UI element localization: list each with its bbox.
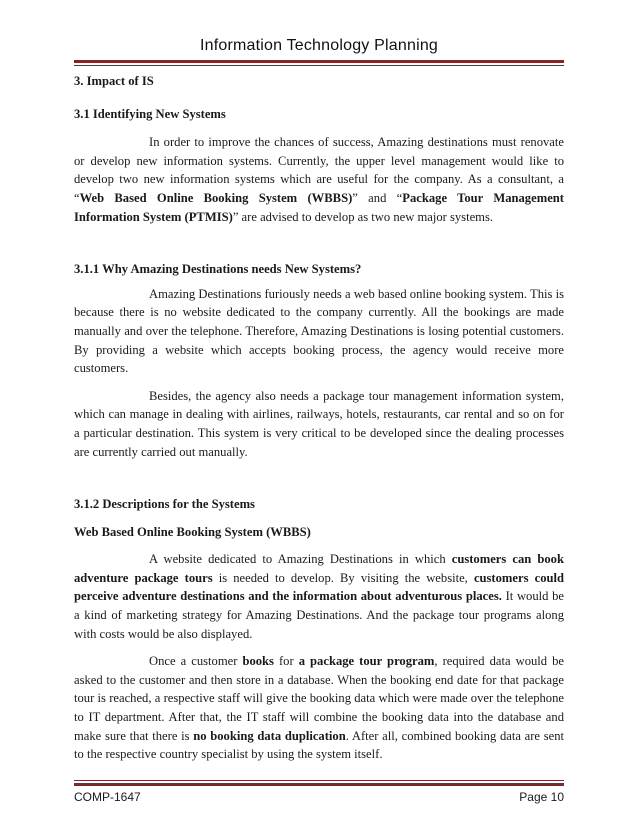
text-run: , required data would be asked to the customer and then store in a database. When the booking end date for that package tour is reached, a respective staff will give the booking data which were made over the telephone to IT department. After that, the IT staff will combine the booking data into the database and make sure that there is: [74, 654, 565, 743]
text-run: Once a customer: [149, 654, 243, 669]
bold-run: customers can book adventure package tours: [74, 552, 564, 585]
footer-rule: [74, 780, 564, 786]
text-run: ” and “: [352, 190, 403, 205]
bold-run: Web Based Online Booking System (WBBS): [79, 190, 353, 205]
section-3-1-2-heading: 3.1.2 Descriptions for the Systems: [74, 497, 255, 512]
section-3-1-1-paragraph-2: Besides, the agency also needs a package tour management information system, which can manage in dealing with airlines, railways, hotels, restaurants, car rental and so on for a particular destination. This system is very critical to be developed since the dealing processes are currently carried out manually.: [74, 388, 564, 459]
bold-run: no booking data duplication: [193, 728, 346, 743]
section-3-1-paragraph: [74, 133, 564, 226]
bold-run: Package Tour Management Information System (PTMIS): [74, 190, 564, 224]
bold-run: a package tour program: [298, 654, 435, 669]
bold-run: customers could perceive adventure destinations and the information about adventurous places.: [74, 570, 564, 604]
text-run: It would be a kind of marketing strategy for Amazing Destinations. And the package tour programs along with costs would be also displayed.: [74, 589, 565, 641]
page-content: [74, 72, 564, 764]
section-3-1-1-heading: 3.1.1 Why Amazing Destinations needs New Systems?: [74, 262, 362, 277]
page-header-title: Information Technology Planning: [199, 37, 439, 54]
text-run: for: [273, 654, 299, 669]
wbbs-paragraph-2: [74, 652, 564, 764]
section-3-1-1-paragraph-1: Amazing Destinations furiously needs a web based online booking system. This is because there is no website dedicated to the company currently. All the bookings are made manually and over the telephone. Therefore, Amazing Destinations is losing potential customers. By providing a website which accepts booking process, the agency would receive more customers.: [74, 286, 564, 376]
text-run: . After all, combined booking data are sent to the respective country specialist by using the system itself.: [74, 728, 564, 762]
course-code: COMP-1647: [74, 790, 141, 804]
page-number: Page 10: [519, 790, 564, 804]
text-run: is needed to develop. By visiting the website,: [212, 570, 474, 585]
section-3-1-heading: 3.1 Identifying New Systems: [74, 106, 226, 121]
wbbs-subheading: Web Based Online Booking System (WBBS): [74, 524, 311, 539]
text-run: In order to improve the chances of success, Amazing destinations must renovate or develop new information systems. Currently, the upper level management would like to develop two new information systems which are useful for the company. As a consultant, a “: [74, 135, 564, 205]
bold-run: books: [242, 654, 274, 669]
section-3-heading: 3. Impact of IS: [74, 74, 154, 88]
text-run: A website dedicated to Amazing Destinations in which: [149, 552, 452, 567]
wbbs-paragraph-1: [74, 550, 564, 643]
text-run: ” are advised to develop as two new major systems.: [232, 209, 494, 224]
header-rule: [74, 60, 564, 66]
